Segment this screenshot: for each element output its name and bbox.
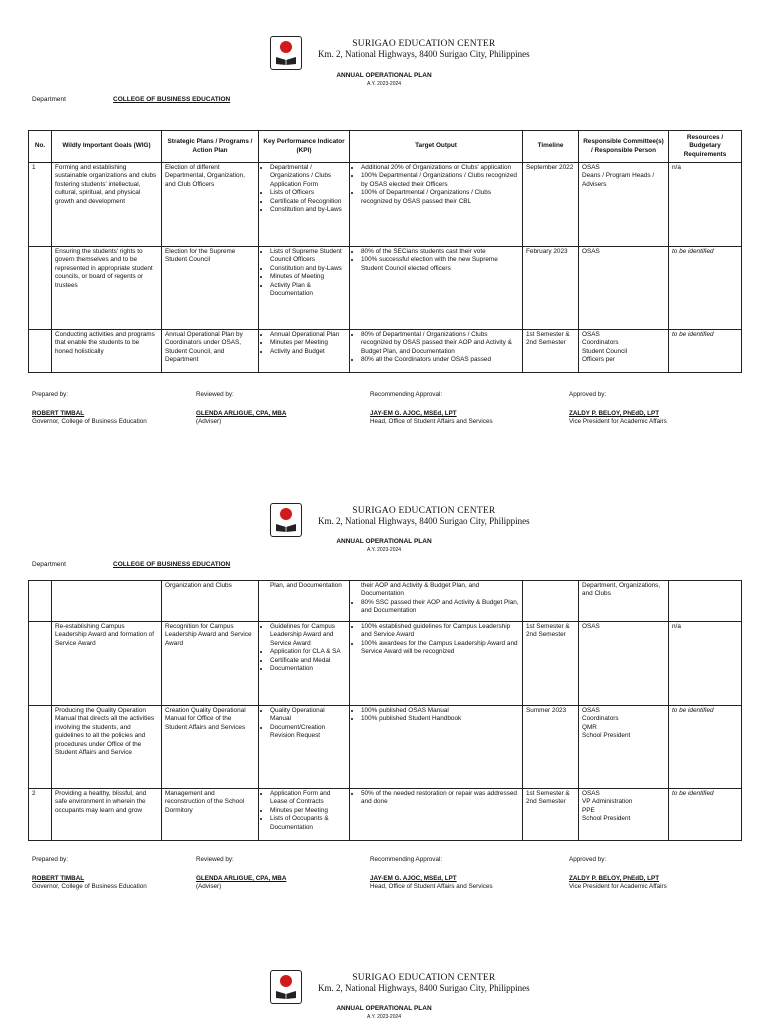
signatory-role: Approved by:: [569, 391, 607, 398]
signatory-role: Prepared by:: [32, 856, 69, 863]
plan-title: ANNUAL OPERATIONAL PLAN: [336, 1005, 432, 1012]
school-address: Km. 2, National Highways, 8400 Surigao City, Philippines: [318, 983, 530, 993]
department-label: Department: [32, 96, 66, 103]
list-item: • Lists of Occupants & Documentation: [270, 815, 346, 832]
list-item: • Activity Plan & Documentation: [270, 282, 346, 299]
cell-wig: Providing a healthy, blissful, and safe environment in wherein the occupants may learn and grow: [52, 789, 162, 841]
cell-plan: Election for the Supreme Student Council: [162, 247, 259, 330]
signatory-position: Head, Office of Student Affairs and Services: [370, 418, 493, 425]
list-item: • Lists of Supreme Student Council Officers: [270, 248, 346, 265]
list-item: • 80% all the Coordinators under OSAS passed: [361, 356, 519, 364]
department-label: Department: [32, 561, 66, 568]
list-item: • Documentation: [270, 665, 346, 673]
cell-resources: to be identified: [669, 330, 742, 373]
list-item: • Constitution and by-Laws: [270, 265, 346, 273]
cell-timeline: September 2022: [523, 163, 579, 247]
table-row: [29, 622, 742, 706]
cell-resources: n/a: [669, 622, 742, 706]
responsible-line: OSAS: [582, 164, 600, 171]
list-item: • Constitution and by-Laws: [270, 206, 346, 214]
list-item: • 100% successful election with the new Supreme Student Council elected officers: [361, 256, 519, 273]
cell-responsible: [579, 247, 669, 330]
department-line: [32, 96, 231, 103]
cell-no: 2: [29, 789, 52, 841]
signatory-role: Recommending Approval:: [370, 856, 443, 863]
list-item: • 100% established guidelines for Campus Leadership and Service Award: [361, 623, 519, 640]
cell-responsible: [579, 163, 669, 247]
cell-kpi: [259, 622, 350, 706]
table-row: [29, 247, 742, 330]
operational-plan-table-page-1: [28, 130, 742, 373]
signatory-name: GLENDA ARLIGUE, CPA, MBA: [196, 875, 287, 882]
responsible-line: OSAS: [582, 331, 600, 338]
school-name: SURIGAO EDUCATION CENTER: [352, 39, 496, 49]
cell-responsible: [579, 330, 669, 373]
list-item: • Certificate and Medal: [270, 657, 346, 665]
list-item: • 50% of the needed restoration or repair was addressed and done: [361, 790, 519, 807]
signatory-approved: [569, 391, 768, 425]
cell-responsible: [579, 581, 669, 622]
cell-kpi: [259, 706, 350, 789]
cell-no: [29, 622, 52, 706]
cell-kpi: [259, 247, 350, 330]
col-header: Key Performance Indicator (KPI): [259, 131, 350, 163]
cell-kpi: [259, 789, 350, 841]
signatory-position: Governor, College of Business Education: [32, 883, 147, 890]
school-logo-icon: [270, 970, 302, 1004]
cell-resources: to be identified: [669, 789, 742, 841]
department-line: [32, 561, 231, 568]
col-header: No.: [29, 131, 52, 163]
cell-timeline: February 2023: [523, 247, 579, 330]
col-header: Resources / Budgetary Requirements: [669, 131, 742, 163]
table-row: [29, 706, 742, 789]
cell-no: [29, 247, 52, 330]
signatory-position: (Adviser): [196, 418, 222, 425]
signatory-reviewed: [196, 391, 396, 425]
signatory-name: JAY-EM G. AJOC, MSEd, LPT: [370, 875, 457, 882]
cell-wig: Conducting activities and programs that enable the students to be honed holistically: [52, 330, 162, 373]
signatory-role: Approved by:: [569, 856, 607, 863]
list-item: • Annual Operational Plan: [270, 331, 346, 339]
signatory-name: ZALDY P. BELOY, PhEdD, LPT: [569, 875, 660, 882]
cell-timeline: [523, 581, 579, 622]
operational-plan-table-page-2: [28, 580, 742, 841]
cell-timeline: 1st Semester & 2nd Semester: [523, 622, 579, 706]
cell-plan: Recognition for Campus Leadership Award and Service Award: [162, 622, 259, 706]
signatory-role: Recommending Approval:: [370, 391, 443, 398]
cell-target: [350, 789, 523, 841]
cell-no: [29, 706, 52, 789]
cell-responsible: [579, 789, 669, 841]
table-row: [29, 789, 742, 841]
cell-wig: Producing the Quality Operation Manual that directs all the activities involving the students, and guidelines to all the policies and procedures under Office of the Student Affairs and Service: [52, 706, 162, 789]
school-address: Km. 2, National Highways, 8400 Surigao City, Philippines: [318, 49, 530, 59]
cell-target: [350, 581, 523, 622]
list-item: • 100% of Departmental / Organizations / Clubs recognized by OSAS passed their CBL: [361, 189, 519, 206]
plan-title: ANNUAL OPERATIONAL PLAN: [336, 72, 432, 79]
responsible-line: School President: [582, 815, 631, 823]
cell-timeline: Summer 2023: [523, 706, 579, 789]
col-header: Strategic Plans / Programs / Action Plan: [162, 131, 259, 163]
cell-plan: Organization and Clubs: [162, 581, 259, 622]
table-header-row: [29, 131, 742, 163]
list-item: • Application for CLA & SA: [270, 648, 346, 656]
cell-target: [350, 330, 523, 373]
cell-no: 1: [29, 163, 52, 247]
cell-target: [350, 163, 523, 247]
table-row: [29, 163, 742, 247]
signatory-role: Reviewed by:: [196, 391, 234, 398]
cell-target: [350, 622, 523, 706]
responsible-line: School President: [582, 732, 631, 740]
signatory-position: Vice President for Academic Affairs: [569, 883, 667, 890]
signatory-name: GLENDA ARLIGUE, CPA, MBA: [196, 410, 287, 417]
cell-plan: Annual Operational Plan by Coordinators under OSAS, Student Council, and Department: [162, 330, 259, 373]
responsible-line: Deans / Program Heads / Advisers: [582, 172, 655, 188]
list-item: • Document/Creation Revision Request: [270, 724, 346, 741]
col-header: Target Output: [350, 131, 523, 163]
plan-year: A.Y. 2023-2024: [366, 81, 402, 87]
cell-plan: Management and reconstruction of the School Dormitory: [162, 789, 259, 841]
responsible-line: PPE: [582, 806, 595, 814]
signatory-role: Prepared by:: [32, 391, 69, 398]
responsible-line: Coordinators: [582, 715, 619, 723]
list-item: • 100% published OSAS Manual: [361, 707, 519, 715]
school-logo-icon: [270, 503, 302, 537]
cell-resources: [669, 581, 742, 622]
list-item: • Lists of Officers: [270, 189, 346, 197]
plan-year: A.Y. 2023-2024: [366, 1014, 402, 1020]
letterhead: [270, 503, 530, 537]
cell-no: [29, 581, 52, 622]
col-header: Wildly Important Goals (WIG): [52, 131, 162, 163]
school-address: Km. 2, National Highways, 8400 Surigao City, Philippines: [318, 516, 530, 526]
letterhead: [270, 970, 530, 1004]
cell-wig: Re-establishing Campus Leadership Award and formation of Service Award: [52, 622, 162, 706]
school-name: SURIGAO EDUCATION CENTER: [352, 973, 496, 983]
col-header: Responsible Committee(s) / Responsible Person: [579, 131, 669, 163]
signatory-name: ZALDY P. BELOY, PhEdD, LPT: [569, 410, 660, 417]
responsible-line: Department, Organizations, and Clubs: [582, 582, 661, 598]
list-item: • Guidelines for Campus Leadership Award and Service Award: [270, 623, 346, 648]
cell-wig: Forming and establishing sustainable organizations and clubs fostering students' intellectual, cultural, spiritual, and physical growth and development: [52, 163, 162, 247]
cell-timeline: 1st Semester & 2nd Semester: [523, 330, 579, 373]
list-item: • 80% of the SECians students cast their vote: [361, 248, 519, 256]
cell-plan: Election of different Departmental, Organization, and Club Officers: [162, 163, 259, 247]
cell-target: [350, 247, 523, 330]
letterhead: [270, 36, 530, 70]
cell-responsible: [579, 622, 669, 706]
responsible-line: QMR: [582, 723, 597, 731]
list-item: • Departmental / Organizations / Clubs Application Form: [270, 164, 346, 189]
school-logo-icon: [270, 36, 302, 70]
cell-resources: to be identified: [669, 706, 742, 789]
department-value: COLLEGE OF BUSINESS EDUCATION: [113, 96, 231, 103]
cell-kpi: [259, 163, 350, 247]
signatory-position: Head, Office of Student Affairs and Services: [370, 883, 493, 890]
cell-target: [350, 706, 523, 789]
signatory-position: Governor, College of Business Education: [32, 418, 147, 425]
table-row: [29, 581, 742, 622]
signatory-position: (Adviser): [196, 883, 222, 890]
table-row: [29, 330, 742, 373]
signatory-approved: [569, 856, 768, 890]
responsible-line: OSAS: [582, 623, 600, 630]
plan-year: A.Y. 2023-2024: [366, 547, 402, 553]
list-item: • 100% Departmental / Organizations / Clubs recognized by OSAS elected their Officers: [361, 172, 519, 189]
col-header: Timeline: [523, 131, 579, 163]
cell-kpi: [259, 330, 350, 373]
department-value: COLLEGE OF BUSINESS EDUCATION: [113, 561, 231, 568]
responsible-line: OSAS: [582, 248, 600, 255]
list-item: • 100% published Student Handbook: [361, 715, 519, 723]
list-item: • Certificate of Recognition: [270, 198, 346, 206]
signatory-name: JAY-EM G. AJOC, MSEd, LPT: [370, 410, 457, 417]
list-item: • 80% SSC passed their AOP and Activity & Budget Plan, and Documentation: [361, 599, 519, 616]
list-item: • Application Form and Lease of Contracts: [270, 790, 346, 807]
responsible-line: OSAS: [582, 790, 600, 797]
signatory-role: Reviewed by:: [196, 856, 234, 863]
list-item: • Minutes per Meeting: [270, 339, 346, 347]
plan-title: ANNUAL OPERATIONAL PLAN: [336, 538, 432, 545]
list-item: • 80% of Departmental / Organizations / Clubs recognized by OSAS passed their AOP and Activity & Budget Plan, and Documentation: [361, 331, 519, 356]
cell-resources: n/a: [669, 163, 742, 247]
cell-no: [29, 330, 52, 373]
responsible-line: Student Council: [582, 347, 628, 355]
cell-wig: Ensuring the students' rights to govern themselves and to be represented in appropriate student councils, or board of regents or trustees: [52, 247, 162, 330]
list-item: • 100% awardees for the Campus Leadership Award and Service Award will be recognized: [361, 640, 519, 657]
target-continuation: their AOP and Activity & Budget Plan, and Documentation: [361, 582, 480, 598]
responsible-line: OSAS: [582, 707, 600, 714]
signatory-name: ROBERT TIMBAL: [32, 410, 85, 417]
signatory-reviewed: [196, 856, 396, 890]
list-item: • Activity and Budget: [270, 348, 346, 356]
list-item: • Minutes per Meeting: [270, 807, 346, 815]
signatory-recommending: [370, 856, 570, 890]
cell-responsible: [579, 706, 669, 789]
list-item: • Additional 20% of Organizations or Clubs' application: [361, 164, 519, 172]
cell-resources: to be identified: [669, 247, 742, 330]
school-name: SURIGAO EDUCATION CENTER: [352, 506, 496, 516]
responsible-line: VP Administration: [582, 798, 633, 806]
cell-plan: Creation Quality Operational Manual for Office of the Student Affairs and Services: [162, 706, 259, 789]
list-item: • Quality Operational Manual: [270, 707, 346, 724]
responsible-line: Officers per: [582, 356, 615, 364]
kpi-continuation: Plan, and Documentation: [270, 582, 342, 589]
responsible-line: Coordinators: [582, 339, 619, 347]
cell-kpi: [259, 581, 350, 622]
cell-wig: [52, 581, 162, 622]
list-item: • Minutes of Meeting: [270, 273, 346, 281]
signatory-position: Vice President for Academic Affairs: [569, 418, 667, 425]
signatory-name: ROBERT TIMBAL: [32, 875, 85, 882]
signatory-recommending: [370, 391, 570, 425]
cell-timeline: 1st Semester & 2nd Semester: [523, 789, 579, 841]
